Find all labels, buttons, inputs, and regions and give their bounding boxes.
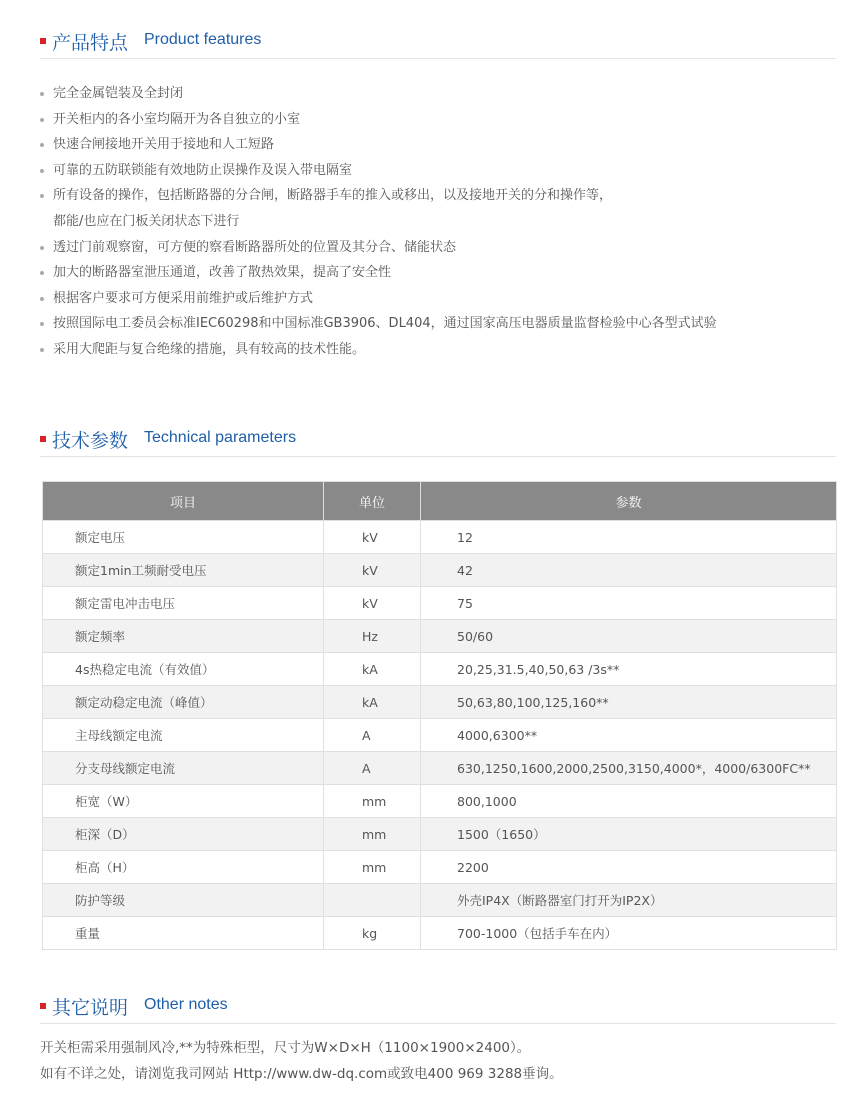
technical-parameters-title-cn: 技术参数: [52, 430, 129, 452]
red-square-icon: [40, 1003, 46, 1009]
param-value: 42: [421, 554, 837, 587]
table-row: [43, 719, 837, 752]
param-unit: kA: [324, 686, 421, 719]
param-name: 主母线额定电流: [43, 719, 324, 752]
param-value: 2200: [421, 851, 837, 884]
param-value: 75: [421, 587, 837, 620]
param-name: 柜宽（W）: [43, 785, 324, 818]
bullet-icon: [40, 348, 44, 352]
param-name: 额定频率: [43, 620, 324, 653]
features-list: [40, 81, 836, 363]
param-name: 重量: [43, 917, 324, 950]
product-features-title-en: Product features: [144, 31, 262, 48]
param-unit: kV: [324, 521, 421, 554]
param-unit: mm: [324, 851, 421, 884]
bullet-icon: [40, 297, 44, 301]
param-unit: Hz: [324, 620, 421, 653]
bullet-icon: [40, 92, 44, 96]
bullet-icon: [40, 322, 44, 326]
product-features-heading: [40, 28, 836, 59]
feature-item: 按照国际电工委员会标准IEC60298和中国标准GB3906、DL404，通过国家高压电器质量监督检验中心各型式试验: [40, 311, 836, 337]
param-unit: A: [324, 752, 421, 785]
param-unit: kV: [324, 587, 421, 620]
parameters-table: [42, 481, 837, 950]
red-square-icon: [40, 436, 46, 442]
column-header-item: 项目: [43, 482, 324, 521]
table-row: [43, 587, 837, 620]
notes-body: [40, 1035, 840, 1087]
param-name: 额定电压: [43, 521, 324, 554]
bullet-icon: [40, 169, 44, 173]
feature-item-continuation: 都能/也应在门板关闭状态下进行: [53, 213, 240, 229]
param-value: 700-1000（包括手车在内）: [421, 917, 837, 950]
param-name: 额定动稳定电流（峰值）: [43, 686, 324, 719]
note-line: 开关柜需采用强制风冷,**为特殊柜型，尺寸为W×D×H（1100×1900×2400）。: [40, 1040, 531, 1056]
feature-item: 加大的断路器室泄压通道，改善了散热效果，提高了安全性: [40, 260, 836, 286]
param-value: 50/60: [421, 620, 837, 653]
param-unit: mm: [324, 818, 421, 851]
param-name: 柜高（H）: [43, 851, 324, 884]
param-unit: kV: [324, 554, 421, 587]
param-name: 4s热稳定电流（有效值）: [43, 653, 324, 686]
param-value: 1500（1650）: [421, 818, 837, 851]
param-value: 外壳IP4X（断路器室门打开为IP2X）: [421, 884, 837, 917]
param-name: 额定1min工频耐受电压: [43, 554, 324, 587]
bullet-icon: [40, 143, 44, 147]
table-row: [43, 851, 837, 884]
product-features-title-cn: 产品特点: [52, 32, 129, 54]
param-value: 12: [421, 521, 837, 554]
column-header-unit: 单位: [324, 482, 421, 521]
table-row: [43, 653, 837, 686]
feature-item: 所有设备的操作，包括断路器的分合闸，断路器手车的推入或移出，以及接地开关的分和操作等，: [40, 183, 836, 209]
table-row: [43, 785, 837, 818]
other-notes-heading: [40, 993, 836, 1024]
table-row: [43, 686, 837, 719]
param-value: 4000,6300**: [421, 719, 837, 752]
param-unit: mm: [324, 785, 421, 818]
technical-parameters-heading: [40, 426, 836, 457]
table-row: [43, 554, 837, 587]
param-name: 分支母线额定电流: [43, 752, 324, 785]
red-square-icon: [40, 38, 46, 44]
bullet-icon: [40, 194, 44, 198]
bullet-icon: [40, 246, 44, 250]
param-name: 额定雷电冲击电压: [43, 587, 324, 620]
table-row: [43, 620, 837, 653]
table-row: [43, 818, 837, 851]
technical-parameters-title-en: Technical parameters: [144, 429, 297, 446]
feature-item: 透过门前观察窗，可方便的察看断路器所处的位置及其分合、储能状态: [40, 235, 836, 261]
table-row: [43, 917, 837, 950]
column-header-value: 参数: [421, 482, 837, 521]
bullet-icon: [40, 118, 44, 122]
feature-item: 快速合闸接地开关用于接地和人工短路: [40, 132, 836, 158]
feature-item: 完全金属铠装及全封闭: [40, 81, 836, 107]
other-notes-title-en: Other notes: [144, 996, 228, 1013]
feature-item: 根据客户要求可方便采用前维护或后维护方式: [40, 286, 836, 312]
param-value: 800,1000: [421, 785, 837, 818]
table-row: [43, 521, 837, 554]
bullet-icon: [40, 271, 44, 275]
param-value: 50,63,80,100,125,160**: [421, 686, 837, 719]
param-unit: A: [324, 719, 421, 752]
param-unit: kg: [324, 917, 421, 950]
param-value: 630,1250,1600,2000,2500,3150,4000*，4000/6300FC**: [421, 752, 837, 785]
table-row: [43, 884, 837, 917]
param-name: 防护等级: [43, 884, 324, 917]
table-row: [43, 752, 837, 785]
note-line: 如有不详之处，请浏览我司网站 Http://www.dw-dq.com或致电400 969 3288垂询。: [40, 1066, 563, 1082]
param-unit: [324, 884, 421, 917]
param-name: 柜深（D）: [43, 818, 324, 851]
feature-item: 可靠的五防联锁能有效地防止误操作及误入带电隔室: [40, 158, 836, 184]
other-notes-title-cn: 其它说明: [52, 997, 129, 1019]
feature-item: 开关柜内的各小室均隔开为各自独立的小室: [40, 107, 836, 133]
param-unit: kA: [324, 653, 421, 686]
param-value: 20,25,31.5,40,50,63 /3s**: [421, 653, 837, 686]
feature-item: 采用大爬距与复合绝缘的措施，具有较高的技术性能。: [40, 337, 836, 363]
table-header-row: [43, 482, 837, 521]
